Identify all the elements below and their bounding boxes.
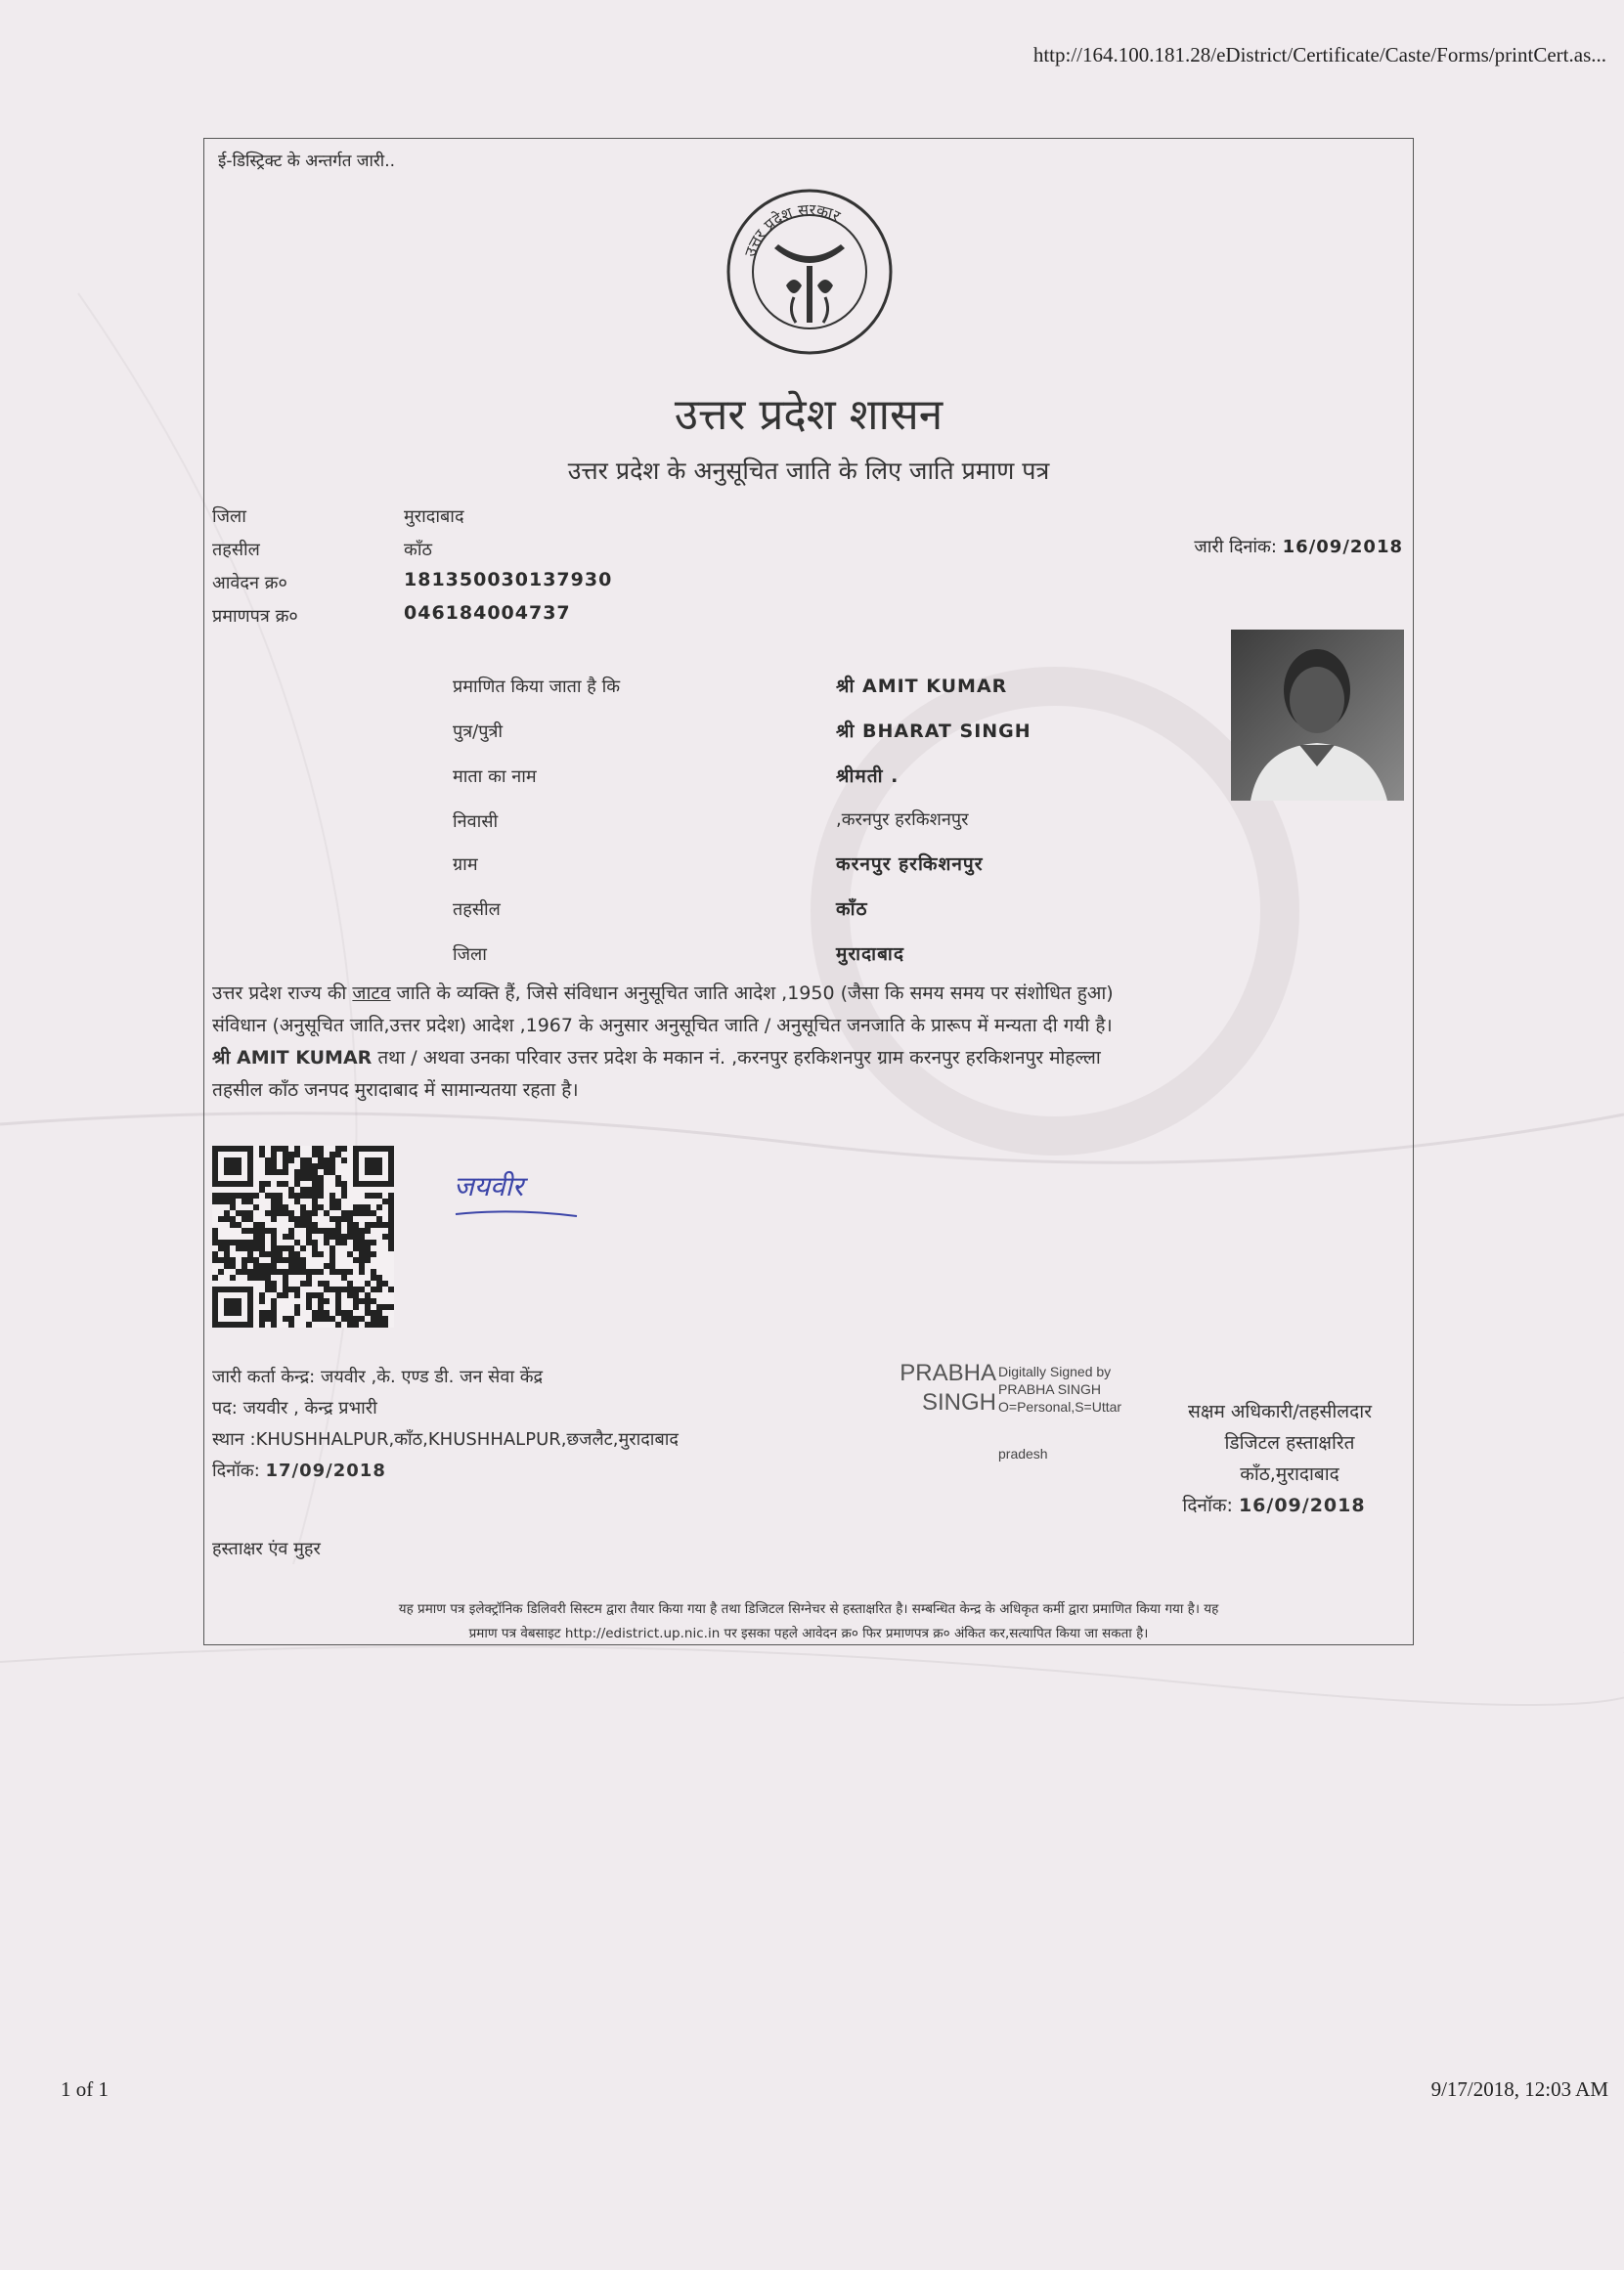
meta-value-application-no: 181350030137930	[404, 569, 613, 590]
body-line-1	[212, 978, 1410, 1010]
authority-title: सक्षम अधिकारी/तहसीलदार	[1188, 1401, 1372, 1422]
handwritten-signature-text: जयवीर	[454, 1170, 524, 1202]
dsig-meta-3: O=Personal,S=Uttar	[998, 1399, 1122, 1415]
issuer-date-block	[212, 1459, 386, 1482]
meta-label-application-no: आवेदन क्र०	[212, 573, 287, 593]
print-timestamp: 9/17/2018, 12:03 AM	[1430, 2077, 1608, 2101]
detail-value-resident: ,करनपुर हरकिशनपुर	[836, 809, 969, 830]
meta-label-tehsil: तहसील	[212, 540, 260, 560]
meta-value-certificate-no: 046184004737	[404, 602, 571, 624]
handwritten-signature	[454, 1167, 581, 1226]
digital-signature-meta	[998, 1363, 1121, 1416]
applicant-photo-image	[1231, 630, 1404, 801]
emblem-text: उत्तर प्रदेश सरकार	[740, 199, 844, 259]
notice-line-1: यह प्रमाण पत्र इलेक्ट्रॉनिक डिलिवरी सिस्टम द्वारा तैयार किया गया है तथा डिजिटल सिग्नेचर से हस्ताक्षरित है। सम्बन्धित केन्द्र के अधिकृत कर्मी द्वारा प्रमाणित किया गया है। यह	[398, 1601, 1219, 1617]
body-person-name: श्री AMIT KUMAR	[212, 1047, 373, 1069]
body-line-2: संविधान (अनुसूचित जाति,उत्तर प्रदेश) आदेश ,1967 के अनुसार अनुसूचित जाति / अनुसूचित जनजाति के प्रारूप में मन्यता दी गयी है।	[212, 1015, 1113, 1036]
applicant-photo	[1231, 630, 1404, 801]
page-indicator: 1 of 1	[61, 2077, 109, 2101]
signature-underline	[454, 1204, 581, 1224]
authority-signed: डिजिटल हस्ताक्षरित	[1224, 1432, 1355, 1454]
qr-finder-pattern	[365, 1157, 382, 1175]
detail-label-district: जिला	[453, 944, 487, 965]
body-line-4: तहसील कॉंठ जनपद मुरादाबाद में सामान्यतया रहता है।	[212, 1079, 579, 1101]
detail-value-father: श्री BHARAT SINGH	[836, 720, 1031, 742]
browser-url: http://164.100.181.28/eDistrict/Certificate/Caste/Forms/printCert.as...	[1032, 43, 1606, 66]
caste-name: जाटव	[352, 982, 391, 1004]
digital-signer-name-1: PRABHA	[900, 1360, 996, 1386]
detail-label-tehsil: तहसील	[453, 899, 501, 920]
dsig-meta-4: pradesh	[998, 1446, 1048, 1462]
issuer-center: जारी कर्ता केन्द्र: जयवीर ,के. एण्ड डी. जन सेवा केंद्र	[212, 1367, 544, 1387]
qr-finder-pattern	[224, 1157, 241, 1175]
verification-notice	[204, 1597, 1413, 1646]
authority-date-value: 16/09/2018	[1238, 1495, 1366, 1516]
up-government-emblem	[725, 188, 894, 356]
notice-line-2: प्रमाण पत्र वेबसाइट http://edistrict.up.nic.in पर इसका पहले आवेदन क्र० फिर प्रमाणपत्र क्र० अंकित कर,सत्यापित किया जा सकता है।	[468, 1626, 1149, 1641]
digital-signer-name-2: SINGH	[921, 1389, 996, 1416]
detail-label-certified: प्रमाणित किया जाता है कि	[453, 677, 621, 697]
issue-date-value: 16/09/2018	[1282, 537, 1403, 557]
certificate-title: उत्तर प्रदेश शासन	[674, 390, 944, 440]
issuer-post: पद: जयवीर , केन्द्र प्रभारी	[212, 1398, 377, 1419]
meta-label-district: जिला	[212, 506, 246, 527]
detail-label-son-daughter: पुत्र/पुत्री	[453, 721, 504, 742]
detail-label-mother: माता का नाम	[453, 766, 537, 787]
issuer-date-label: दिनॉक:	[212, 1461, 260, 1481]
authority-place: कॉंठ,मुरादाबाद	[1240, 1463, 1339, 1485]
issuer-date-value: 17/09/2018	[265, 1461, 386, 1481]
verification-qr-code	[212, 1146, 394, 1328]
meta-value-tehsil: कॉंठ	[404, 540, 432, 560]
meta-label-certificate-no: प्रमाणपत्र क्र०	[212, 606, 298, 627]
body-line-3	[212, 1042, 1410, 1074]
issue-date-label: जारी दिनांक:	[1194, 537, 1277, 557]
digital-signer-name	[850, 1359, 996, 1418]
qr-finder-pattern	[224, 1298, 241, 1316]
body-line-1b: जाति के व्यक्ति हैं, जिसे संविधान अनुसूचित जाति आदेश ,1950 (जैसा कि समय समय पर संशोधित हुआ)	[390, 982, 1114, 1004]
detail-value-mother: श्रीमती .	[836, 765, 900, 787]
issue-date-block	[1194, 535, 1403, 558]
detail-label-resident: निवासी	[453, 811, 499, 832]
detail-value-district: मुरादाबाद	[836, 943, 904, 965]
edistrict-note: ई-डिस्ट्रिक्ट के अन्तर्गत जारी..	[218, 152, 396, 171]
dsig-meta-2: PRABHA SINGH	[998, 1381, 1102, 1397]
certificate-subtitle: उत्तर प्रदेश के अनुसूचित जाति के लिए जाति प्रमाण पत्र	[567, 457, 1050, 485]
sign-and-seal-label: हस्ताक्षर एंव मुहर	[212, 1539, 321, 1559]
body-line-3-text: तथा / अथवा उनका परिवार उत्तर प्रदेश के मकान नं. ,करनपुर हरकिशनपुर ग्राम करनपुर हरकिशनपुर मोहल्ला	[372, 1047, 1101, 1069]
meta-value-district: मुरादाबाद	[404, 506, 464, 527]
issuer-place: स्थान :KHUSHHALPUR,कॉंठ,KHUSHHALPUR,छजलैट,मुरादाबाद	[212, 1429, 679, 1450]
detail-value-name: श्री AMIT KUMAR	[836, 676, 1008, 697]
detail-value-tehsil: कॉंठ	[836, 898, 868, 920]
detail-label-village: ग्राम	[453, 854, 478, 875]
detail-value-village: करनपुर हरकिशनपुर	[836, 853, 984, 875]
certificate-body	[212, 978, 1410, 1107]
authority-date-label: दिनॉक:	[1182, 1495, 1233, 1516]
certificate-frame	[203, 138, 1414, 1645]
authority-date-block	[1147, 1492, 1401, 1517]
dsig-meta-1: Digitally Signed by	[998, 1364, 1112, 1379]
body-line-1a: उत्तर प्रदेश राज्य की	[212, 982, 353, 1004]
